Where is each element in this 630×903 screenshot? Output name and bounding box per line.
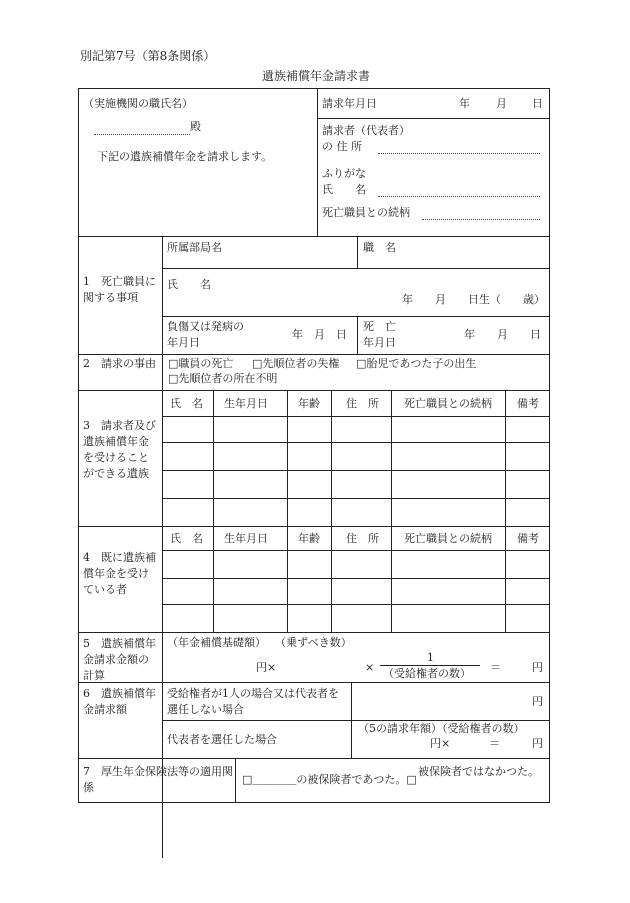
insured-checkbox[interactable]: □＿＿＿＿の被保険者であつた。□ bbox=[242, 773, 417, 786]
relation-label: 死亡職員との続柄 bbox=[322, 206, 410, 219]
birth-date: 年 月 日生（ 歳） bbox=[402, 293, 545, 306]
reason-forfeit-checkbox[interactable]: □先順位者の失権 bbox=[252, 357, 340, 370]
section-6-label: 6 遺族補償年金請求額 bbox=[83, 687, 156, 716]
form-reference: 別記第7号（第8条関係） bbox=[80, 49, 216, 63]
section-4-label: 4 既に遺族補償年金を受けている者 bbox=[83, 551, 156, 596]
section-3-label: 3 請求者及び遺族補償年金を受けることができる遺族 bbox=[83, 419, 156, 480]
authority-label: （実施機関の職氏名） bbox=[83, 97, 193, 110]
claimant-label: 請求者（代表者） bbox=[322, 124, 410, 137]
claim-form: （実施機関の職氏名） 殿 下記の遺族補償年金を請求します。 請求年月日 年 月 日 請求者（代表者） の 住 所 ふりがな 氏 名 死亡職員との続柄 1 死亡職員に関する事項 所属部局名 職 名 氏 名 年 月 日生（ 歳） 負傷又は発病の年月日 年 月 日 死 亡 年月日 年 月 日 2 請求の事由 □職員の死亡 □先順位者の失権 □胎児であつた子の出生 □先順位者の所在不明 3 請求者及び遺族補償年金を受けることができる遺族 氏 名 生年月日 年齢 住 所 死亡職員との続柄 備考 4 既に遺族補償年金を受けている者 氏 名 生年月日 年齢 住 所 死亡職員との続柄 備考 5 遺族補償年金請求金額の計算 （年金補償基礎額） （乗ずべき数） 円× × 1 （受給権者の数） ＝ 円 6 遺族補償年金請求額 受給権者が1人の場合又は代表者を選任しない場合 円 代表者を選任した場合 （5の請求年額）（受給権者の数） 円× ＝ 円 7 厚生年金保険法等の適用関係 □＿＿＿＿の被保険者であつた。□ 被保険者ではなかつた。 bbox=[78, 88, 550, 803]
request-text: 下記の遺族補償年金を請求します。 bbox=[97, 150, 273, 163]
section-1-label: 1 死亡職員に関する事項 bbox=[83, 275, 156, 304]
name-label: 氏 名 bbox=[322, 183, 366, 196]
section-5-label: 5 遺族補償年金請求金額の計算 bbox=[83, 637, 156, 682]
not-insured-checkbox[interactable]: 被保険者ではなかつた。 bbox=[418, 765, 539, 778]
form-title: 遺族補償年金請求書 bbox=[262, 69, 371, 83]
reason-unknown-checkbox[interactable]: □先順位者の所在不明 bbox=[168, 372, 278, 385]
address-label: の 住 所 bbox=[322, 140, 362, 153]
section-7-label: 7 厚生年金保険法等の適用関係 bbox=[83, 765, 233, 794]
honorific: 殿 bbox=[190, 120, 201, 133]
date-label: 請求年月日 bbox=[322, 97, 377, 110]
reason-death-checkbox[interactable]: □職員の死亡 bbox=[168, 357, 234, 370]
reason-fetus-checkbox[interactable]: □胎児であつた子の出生 bbox=[356, 357, 477, 370]
section-2-label: 2 請求の事由 bbox=[83, 357, 156, 370]
